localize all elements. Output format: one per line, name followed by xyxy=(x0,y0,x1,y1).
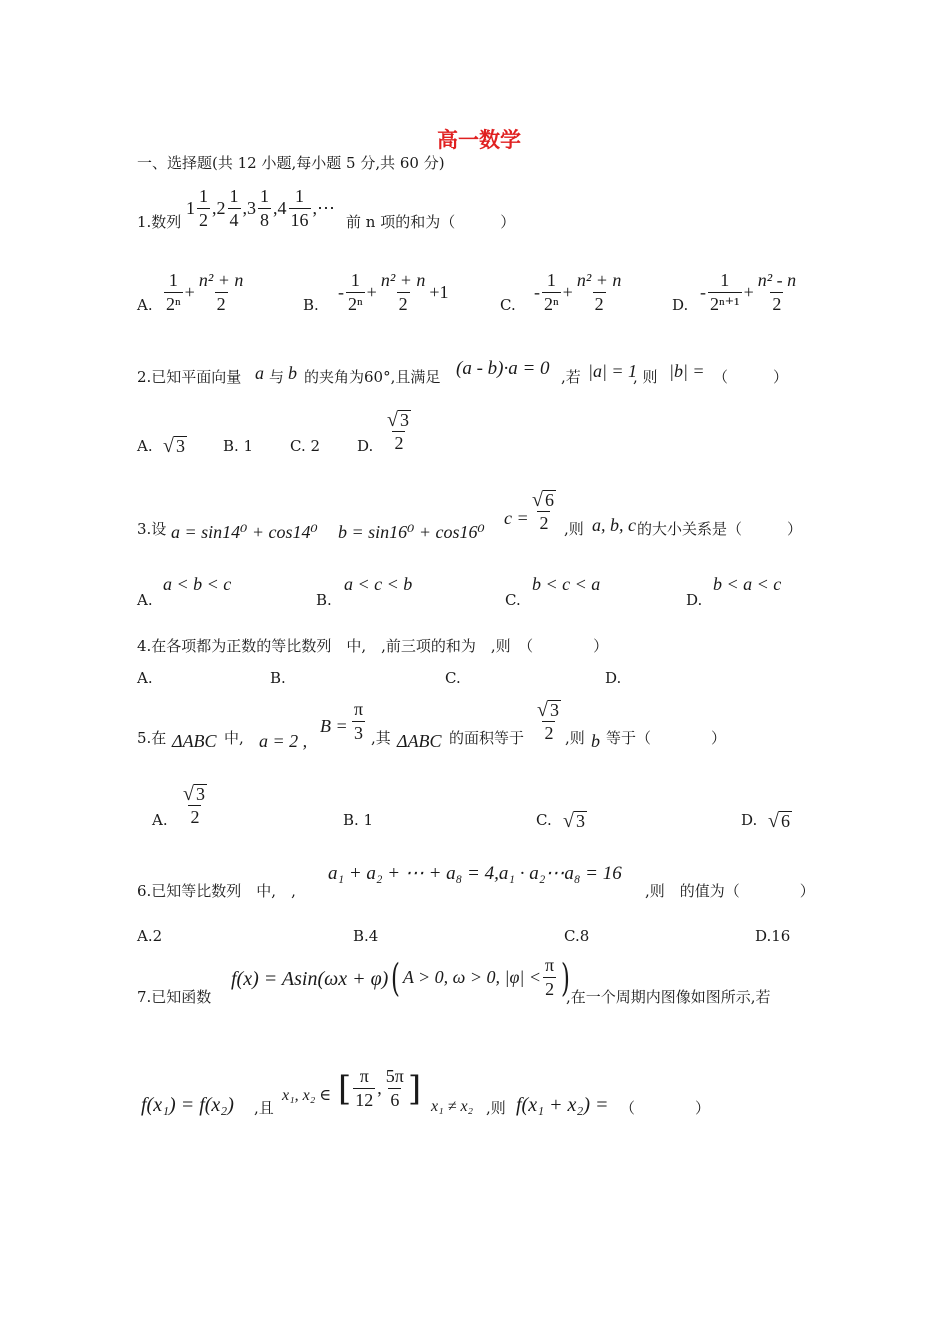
q3-option-a-label: A. xyxy=(137,591,153,609)
q2-abs-b: |b| = xyxy=(669,361,705,381)
q6-option-d: D.16 xyxy=(755,927,791,945)
q3-c-lhs: c = xyxy=(504,508,529,528)
q7-interval: [ $\frac{\pi}{12}$ , $\frac{5\pi}{6}$ ] xyxy=(338,1066,422,1110)
q5-then: ,则 xyxy=(565,729,585,747)
q5-b-lhs: B = xyxy=(320,716,348,736)
q1-seq-num: 1 xyxy=(229,186,239,206)
q5-option-b: B. 1 xyxy=(343,811,374,829)
q5-triangle: ΔABC xyxy=(172,731,217,751)
q3-option-c: b < c < a xyxy=(532,574,601,594)
q3-c-frac: √ 6 2 xyxy=(532,489,554,533)
q1-option-d-label: D. xyxy=(672,296,689,314)
q2-option-d-label: D. xyxy=(357,437,374,455)
q3-prefix: 3.设 xyxy=(137,520,167,538)
q7-equal-values: f(x₁) = f(x₂) xyxy=(141,1094,234,1116)
q3-vars: a, b, c xyxy=(592,515,636,535)
q2-answer-paren: （ ） xyxy=(713,368,789,386)
q2-option-d-frac: √ 3 2 xyxy=(387,409,409,453)
q7-suffix: ,在一个周期内图像如图所示,若 xyxy=(566,988,771,1006)
q6-option-a: A.2 xyxy=(137,927,163,945)
q6-option-c: C.8 xyxy=(564,927,590,945)
q7-prefix: 7.已知函数 xyxy=(137,988,212,1006)
q1-option-c: - $\frac{1}{\text{2ⁿ}}$ + $\frac{\text{n² + n}}{2}$ xyxy=(534,270,622,314)
q1-option-c-label: C. xyxy=(500,296,516,314)
q3-a-expr: a = sin14⁰ + cos14⁰ xyxy=(171,522,318,542)
q5-area-frac: √ 3 2 xyxy=(537,699,559,743)
q5-angle-frac: $\frac{\pi}{3}$ xyxy=(354,699,364,743)
q5-triangle-2: ΔABC xyxy=(397,731,442,751)
q5-a-eq: a = 2 , xyxy=(259,731,308,751)
q3-b-expr: b = sin16⁰ + cos16⁰ xyxy=(338,522,485,542)
q1-seq-whole: 2 xyxy=(216,198,226,218)
q7-then: ,则 xyxy=(486,1099,506,1117)
q3-option-d-label: D. xyxy=(686,591,703,609)
q5-option-d-label: D. xyxy=(741,811,758,829)
q7-ask: f(x₁ + x₂) = xyxy=(516,1094,609,1116)
q2-then: , 则 xyxy=(633,368,658,386)
q7-in: x₁, x₂ ∈ xyxy=(282,1087,332,1104)
q1-seq-den: 2 xyxy=(199,210,208,230)
q1-seq-whole: 1 xyxy=(186,198,195,218)
q2-angle: 的夹角为60°,且满足 xyxy=(304,368,441,386)
q2-option-a-label: A. xyxy=(137,437,153,455)
q2-cond: ,若 xyxy=(561,368,581,386)
q7-and: ,且 xyxy=(254,1099,274,1117)
q1-seq-tail: ,⋯ xyxy=(312,198,335,218)
q2-option-b: B. 1 xyxy=(223,437,254,455)
q3-option-b: a < c < b xyxy=(344,574,413,594)
q1-seq-num: 1 xyxy=(199,186,208,206)
q5-option-c-label: C. xyxy=(536,811,552,829)
q5-prefix: 5.在 xyxy=(137,729,167,747)
q1-seq-whole: 3 xyxy=(247,198,256,218)
section-heading: 一、选择题(共 12 小题,每小题 5 分,共 60 分) xyxy=(137,154,445,172)
q3-option-a: a < b < c xyxy=(163,574,232,594)
q1-option-b: - $\frac{1}{\text{2ⁿ}}$ + $\frac{\text{n² + n}}{2}$ +1 xyxy=(338,270,449,314)
q5-option-c-sqrt3: √ 3 xyxy=(563,810,585,832)
q3-suffix-pre: ,则 xyxy=(564,520,584,538)
q5-b: b xyxy=(591,731,600,751)
q5-mid: 中, xyxy=(224,729,244,747)
q1-seq-den: 16 xyxy=(290,210,309,230)
q7-answer-paren: （ ） xyxy=(620,1099,711,1117)
q2-with: 与 xyxy=(269,368,285,386)
q2-option-c: C. 2 xyxy=(290,437,321,455)
q2-prefix: 2.已知平面向量 xyxy=(137,368,242,386)
q5-option-a-label: A. xyxy=(152,811,168,829)
q1-seq-den: 4 xyxy=(229,210,239,230)
q1-seq-num: 1 xyxy=(260,186,269,206)
q4-option-d: D. xyxy=(605,669,622,687)
q1-seq-whole: 4 xyxy=(277,198,287,218)
q4-option-a: A. xyxy=(137,669,153,687)
q6-option-b: B.4 xyxy=(353,927,379,945)
q1-option-b-label: B. xyxy=(303,296,319,314)
q2-vector-a: a xyxy=(255,363,264,383)
q4-text: 4.在各项都为正数的等比数列 中, ,前三项的和为 ,则 （ ） xyxy=(137,637,609,655)
q1-prefix: 1.数列 xyxy=(137,213,182,231)
q5-other: ,其 xyxy=(371,729,391,747)
q4-option-c: C. xyxy=(445,669,461,687)
q2-vector-b: b xyxy=(288,363,297,383)
q1-seq-num: 1 xyxy=(295,186,304,206)
q4-option-b: B. xyxy=(270,669,286,687)
q5-option-a-frac: √ 3 2 xyxy=(183,783,205,827)
q1-sequence: 1 $\frac{1}{2}$ , 2 $\frac{1}{4}$ , 3 $\frac{1}{8}$ , 4 $\frac{1}{16}$ ,⋯ xyxy=(186,186,335,230)
q1-suffix: 前 n 项的和为（ ） xyxy=(346,213,516,231)
q5-suffix: 等于（ ） xyxy=(606,729,727,747)
q1-seq-den: 8 xyxy=(260,210,269,230)
q1-option-a-label: A. xyxy=(137,296,153,314)
q7-condition: ( A > 0, ω > 0, |φ| < $\frac{\pi}{2}$ ) xyxy=(390,955,570,1000)
q6-expr: a₁ + a₂ + ⋯ + a₈ = 4,a₁ · a₂⋯a₈ = 16 xyxy=(328,863,622,884)
q7-neq: x₁ ≠ x₂ xyxy=(431,1098,474,1115)
q2-option-a-sqrt3: √ 3 xyxy=(163,435,185,457)
q3-option-c-label: C. xyxy=(505,591,521,609)
q6-suffix: ,则 的值为（ ） xyxy=(645,882,815,900)
q5-area: 的面积等于 xyxy=(449,729,525,747)
q3-suffix: 的大小关系是（ ） xyxy=(637,520,803,538)
q1-option-a: $\frac{1}{\text{2ⁿ}}$ + $\frac{\text{n² + n}}{2}$ xyxy=(166,270,244,314)
q3-option-b-label: B. xyxy=(316,591,332,609)
q7-func: f(x) = Asin(ωx + φ) xyxy=(231,968,389,990)
q3-option-d: b < a < c xyxy=(713,574,782,594)
q2-abs-a: |a| = 1 xyxy=(588,361,638,381)
q2-condition-expr: (a - b)·a = 0 xyxy=(456,358,550,379)
q5-option-d-sqrt6: √ 6 xyxy=(768,810,790,832)
page-title: 高一数学 xyxy=(437,128,521,152)
q6-prefix: 6.已知等比数列 中, , xyxy=(137,882,296,900)
q1-option-d: - $\frac{1}{\text{2ⁿ⁺¹}}$ + $\frac{\text{n² - n}}{2}$ xyxy=(700,270,797,314)
